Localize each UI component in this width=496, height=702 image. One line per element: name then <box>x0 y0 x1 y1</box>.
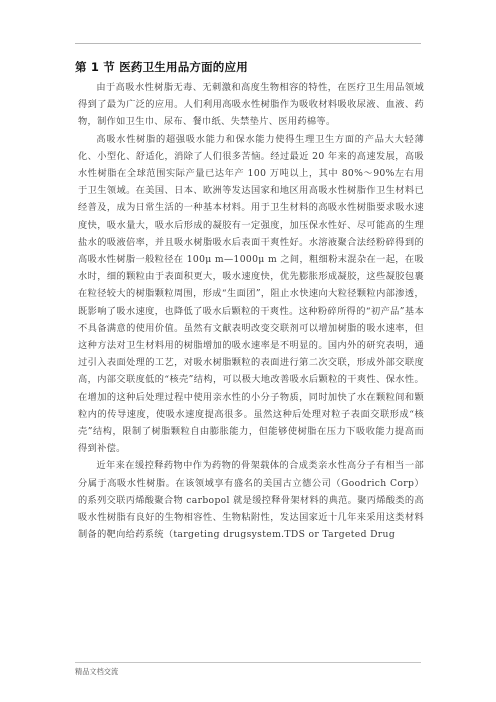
paragraph-3: 近年来在缓控释药物中作为药物的骨架载体的合成类亲水性高分子有相当一部分属于高吸水性树脂。在该领域享有盛名的美国古立德公司（Goodrich Corp）的系列交联丙烯酸聚合物 carbopol 就是缓控释骨架材料的典范。聚丙烯酸类的高吸水性树脂有良好的生物相容性、生物粘附性，发达国家近十几年来采用这类材料制备的靶向给药系统（targeting drugsystem.TDS or Targeted Drug <box>78 460 424 541</box>
paragraph-2: 高吸水性树脂的超强吸水能力和保水能力使得生理卫生方面的产品大大轻薄化、小型化、舒适化，消除了人们很多苦恼。经过最近 20 年来的高速发展，高吸水性树脂在全球范围实际产量已达年产 100 万吨以上，其中 80%～90%左右用于卫生领域。在美国、日本、欧洲等发达国家和地区用高吸水性树脂作卫生材料已经普及，成为日常生活的一种基本材料。用于卫生材料的高吸水性树脂要求吸水速度快，吸水量大，吸水后形成的凝胶有一定强度，加压保水性好、尽可能高的生理盐水的吸液倍率，并且吸水树脂吸水后表面干爽性好。水溶液聚合法经粉碎得到的高吸水性树脂一般粒径在 100μ m—1000μ m 之间，粗细粉末混杂在一起，在吸水时，细的颗粒由于表面积更大，吸水速度快，优先膨胀形成凝胶，这些凝胶包裹在粒径较大的树脂颗粒周围，形成“生面团”，阻止水快速向大粒径颗粒内部渗透，既影响了吸水速度，也降低了吸水后颗粒的干爽性。这种粉碎所得的“初产品”基本不具备满意的使用价值。虽然有文献表明改变交联剂可以增加树脂的吸水速率，但这种方法对卫生材料用的树脂增加的吸水速率是不明显的。国内外的研究表明，通过引入表面处理的工艺，对吸水树脂颗粒的表面进行第二次交联，形成外部交联度高，内部交联度低的“核壳”结构，可以极大地改善吸水后颗粒的干爽性、保水性。在增加的这种后处理过程中使用亲水性的小分子物质，同时加快了水在颗粒间和颗粒内的传导速度，使吸水速度提高很多。虽然这种后处理对粒子表面交联形成“核壳”结构，限制了树脂颗粒自由膨胀能力，但能够使树脂在压力下吸收能力提高而得到补偿。 <box>78 133 424 455</box>
body-text <box>78 79 424 543</box>
header-divider <box>75 43 421 44</box>
footer-divider <box>75 662 421 663</box>
paragraph-1: 由于高吸水性树脂无毒、无刺激和高度生物相容的特性，在医疗卫生用品领域得到了最为广泛的应用。人们利用高吸水性树脂作为吸收材料吸收尿液、血液、药物，制作如卫生巾、尿布、餐巾纸、失禁垫片、医用药棉等。 <box>78 82 424 128</box>
section-title: 第 1 节 医药卫生用品方面的应用 <box>75 60 248 74</box>
footer-label: 精品文档交流 <box>75 667 119 676</box>
